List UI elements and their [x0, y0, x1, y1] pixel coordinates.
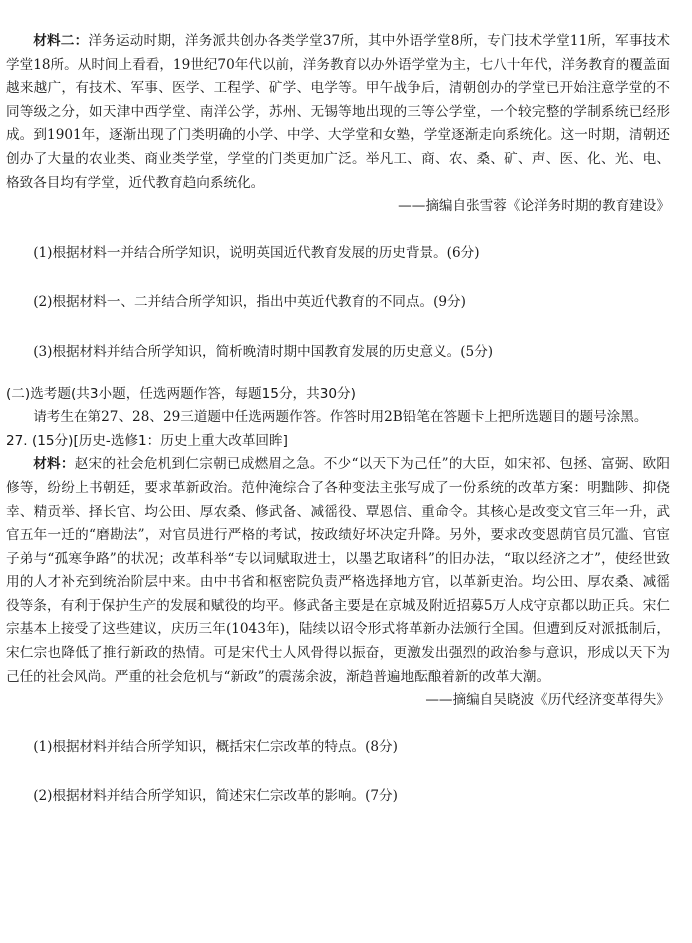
question-27-material-text: 赵宋的社会危机到仁宗朝已成燃眉之急。不少“以天下为己任”的大臣，如宋祁、包拯、富弼、欧阳修等，纷纷上书朝廷，要求革新政治。范仲淹综合了各种变法主张写成了一份系统的改革方案：明黜陟、抑侥幸、精贡举、择长官、均公田、厚农桑、修武备、减徭役、覃恩信、重命令。其核心是改变文官三年一升，武官五年一迁的“磨勘法”，对官员进行严格的考试，按政绩好坏决定升降。另外，要求改变恩荫官员冗滥、官宦子弟与“孤寒争路”的状况；改革科举“专以词赋取进士，以墨艺取诸科”的旧办法，“取以经济之才”，使经世致用的人才补充到统治阶层中来。由中书省和枢密院负责严格选择地方官，以革新吏治。均公田、厚农桑、减徭役等条，有利于保护生产的发展和赋役的均平。修武备主要是在京城及附近招募5万人戍守京都以助正兵。宋仁宗基本上接受了这些建议，庆历三年(1043年)，陆续以诏令形式将革新办法颁行全国。但遭到反对派抵制后，宋仁宗也降低了推行新政的热情。可是宋代士人风骨得以振奋，更激发出强烈的政治参与意识，形成以天下为己任的社会风尚。严重的社会危机与“新政”的震荡余波，渐趋普遍地酝酿着新的改革大潮。	[6, 456, 670, 685]
question-27-1: (1)根据材料并结合所学知识，概括宋仁宗改革的特点。(8分)	[33, 738, 398, 755]
question-26-2: (2)根据材料一、二并结合所学知识，指出中英近代教育的不同点。(9分)	[33, 294, 466, 311]
section-2-instruction: 请考生在第27、28、29三道题中任选两题作答。作答时用2B铅笔在答题卡上把所选题目的题号涂黑。	[33, 409, 648, 426]
question-26-1: (1)根据材料一并结合所学知识，说明英国近代教育发展的历史背景。(6分)	[33, 244, 480, 261]
question-27-2: (2)根据材料并结合所学知识，简述宋仁宗改革的影响。(7分)	[33, 788, 398, 805]
question-27-material-label: 材料：	[33, 456, 75, 473]
material-2-source: ——摘编自张雪蓉《论洋务时期的教育建设》	[398, 198, 670, 215]
question-26-3: (3)根据材料并结合所学知识，简析晚清时期中国教育发展的历史意义。(5分)	[33, 343, 494, 360]
question-27-header: 27. (15分)[历史-选修1：历史上重大改革回眸]	[6, 432, 288, 449]
material-2-text: 洋务运动时期，洋务派共创办各类学堂37所，其中外语学堂8所，专门技术学堂11所，军事技术学堂18所。从时间上看看，19世纪70年代以前，洋务教育以办外语学堂为主，七八十年代，洋务教育的覆盖面越来越广，有技术、军事、医学、工程学、矿学、电学等。甲午战争后，清朝创办的学堂已开始注意学堂的不同等级之分，如天津中西学堂、南洋公学，苏州、无锡等地出现的三等公学堂，一个较完整的学制系统已经形成。到1901年，逐渐出现了门类明确的小学、中学、大学堂和女塾，学堂逐渐走向系统化。这一时期，清朝还创办了大量的农业类、商业类学堂，学堂的门类更加广泛。举凡工、商、农、桑、矿、声、医、化、光、电、格致各目均有学堂，近代教育趋向系统化。	[6, 33, 671, 191]
material-2-label: 材料二：	[33, 33, 89, 49]
section-2-title: (二)选考题(共3小题，任选两题作答，每题15分，共30分)	[6, 385, 356, 402]
question-27-source: ——摘编自吴晓波《历代经济变革得失》	[425, 692, 670, 709]
material-2-paragraph	[6, 30, 670, 195]
question-27-material	[6, 453, 670, 689]
